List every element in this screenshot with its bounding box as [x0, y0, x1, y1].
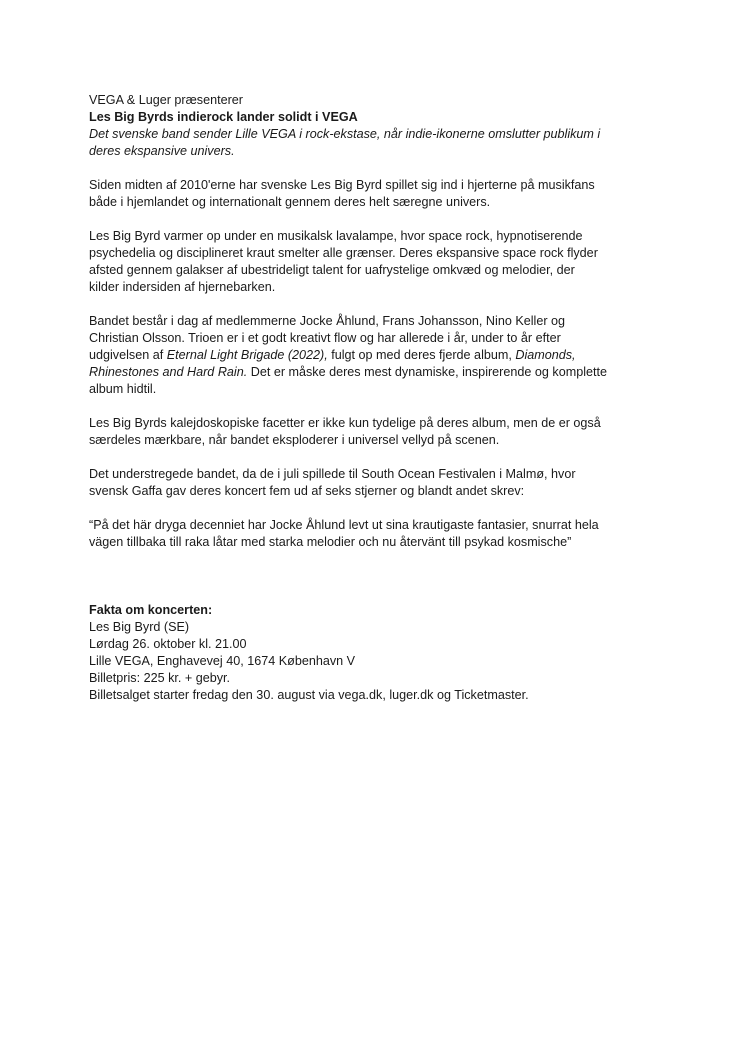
- paragraph-line: album hidtil.: [89, 382, 157, 396]
- album-title: Diamonds,: [515, 348, 576, 362]
- facts-item: Lørdag 26. oktober kl. 21.00: [89, 637, 247, 651]
- paragraph-line: Det understregede bandet, da de i juli spillede til South Ocean Festivalen i Malmø, hvor: [89, 467, 576, 481]
- header-block: [89, 92, 659, 160]
- paragraph-1: [89, 177, 659, 211]
- document-body: [89, 92, 659, 704]
- headline: Les Big Byrds indierock lander solidt i VEGA: [89, 110, 358, 124]
- spacer: [89, 568, 659, 602]
- facts-item: Les Big Byrd (SE): [89, 620, 190, 634]
- paragraph-line: Siden midten af 2010'erne har svenske Les Big Byrd spillet sig ind i hjerterne på musikfans: [89, 178, 595, 192]
- text-run: Det er måske deres mest dynamiske, inspirerende og komplette: [247, 365, 608, 379]
- paragraph-5: [89, 466, 659, 500]
- paragraph-line: Les Big Byrds kalejdoskopiske facetter er ikke kun tydelige på deres album, men de er også: [89, 416, 601, 430]
- presenter-line: VEGA & Luger præsenterer: [89, 93, 244, 107]
- quote-line: vägen tillbaka till raka låtar med starka melodier och nu återvänt till psykad kosmische”: [89, 535, 572, 549]
- quote-line: “På det här dryga decenniet har Jocke Åhlund levt ut sina krautigaste fantasier, snurrat hela: [89, 518, 599, 532]
- paragraph-3: [89, 313, 659, 398]
- facts-item: Billetsalget starter fredag den 30. august via vega.dk, luger.dk og Ticketmaster.: [89, 688, 529, 702]
- facts-block: [89, 602, 659, 704]
- album-title: Rhinestones and Hard Rain.: [89, 365, 248, 379]
- paragraph-line: Les Big Byrd varmer op under en musikalsk lavalampe, hvor space rock, hypnotiserende: [89, 229, 583, 243]
- text-run: udgivelsen af: [89, 348, 167, 362]
- paragraph-line: særdeles mærkbare, når bandet eksploderer i universel vellyd på scenen.: [89, 433, 500, 447]
- album-title: Eternal Light Brigade (2022),: [166, 348, 328, 362]
- paragraph-line: afsted gennem galakser af ubestrideligt talent for uafrystelige omkvæd og melodier, der: [89, 263, 575, 277]
- paragraph-line: svensk Gaffa gav deres koncert fem ud af seks stjerner og blandt andet skrev:: [89, 484, 525, 498]
- text-run: fulgt op med deres fjerde album,: [327, 348, 516, 362]
- paragraph-line: Bandet består i dag af medlemmerne Jocke Åhlund, Frans Johansson, Nino Keller og: [89, 314, 566, 328]
- paragraph-line: Christian Olsson. Trioen er i et godt kreativt flow og har allerede i år, under to år efter: [89, 331, 561, 345]
- paragraph-2: [89, 228, 659, 296]
- paragraph-line: både i hjemlandet og internationalt gennem deres helt særegne univers.: [89, 195, 491, 209]
- quote-block: [89, 517, 659, 551]
- paragraph-4: [89, 415, 659, 449]
- paragraph-line: [89, 347, 659, 364]
- paragraph-line: kilder indersiden af hjernebarken.: [89, 280, 276, 294]
- facts-item: Billetpris: 225 kr. + gebyr.: [89, 671, 231, 685]
- facts-item: Lille VEGA, Enghavevej 40, 1674 København V: [89, 654, 356, 668]
- subheadline-line: Det svenske band sender Lille VEGA i rock-ekstase, når indie-ikonerne omslutter publikum i: [89, 127, 601, 141]
- paragraph-line: [89, 364, 659, 381]
- subheadline-line: deres ekspansive univers.: [89, 144, 235, 158]
- paragraph-line: psychedelia og disciplineret kraut smelter alle grænser. Deres ekspansive space rock flyder: [89, 246, 598, 260]
- facts-heading: Fakta om koncerten:: [89, 603, 213, 617]
